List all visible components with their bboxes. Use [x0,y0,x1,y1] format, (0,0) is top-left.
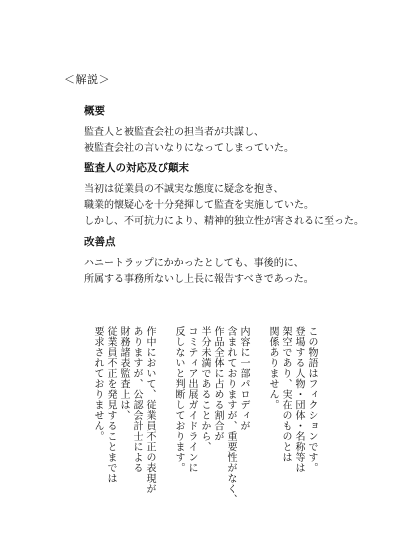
section-improvements [84,234,314,288]
section-line: 監査人と被監査会社の担当者が共謀し、 [84,127,264,138]
section-auditor-response [84,160,364,230]
disclaimer-column: コミティア出展ガイドラインに [186,326,197,473]
disclaimer-column: 要求されておりません。 [92,326,103,442]
disclaimer-column: 内容に一部パロディが [238,326,249,431]
disclaimer-column: 架空であり、実在のものとは [280,326,291,463]
disclaimer-column: 登場する人物・団体・名称等は [293,326,304,473]
section-title: 概要 [84,105,105,117]
disclaimer-column: 作中において、従業員不正の表現が [144,326,155,494]
commentary-heading: ＜解説＞ [64,73,110,86]
disclaimer-column: 半分未満であることから、 [199,326,210,452]
disclaimer-column: 関係ありません。 [267,326,278,410]
disclaimer-column: 作品全体に占める割合が [212,326,223,442]
disclaimer-column: 反しないと判断しております。 [173,326,184,473]
section-overview [84,103,294,157]
section-line: しかし、不可抗力により、精神的独立性が害されるに至った。 [84,216,364,227]
section-line: 所属する事務所ないし上長に報告すべきであった。 [84,274,314,285]
disclaimer-column: 従業員不正を発見することまでは [105,326,116,484]
section-line: 職業的懐疑心を十分発揮して監査を実施していた。 [84,200,314,211]
section-line: 被監査会社の言いなりになってしまっていた。 [84,143,294,154]
disclaimer-column: ありますが、公認会計士による [131,326,142,473]
section-line: ハニートラップにかかったとしても、事後的に、 [84,258,304,269]
disclaimer-column: 含まれておりますが、重要性がなく、 [225,326,236,505]
section-title: 改善点 [84,236,116,248]
disclaimer-column: 財務諸表監査上は、 [118,326,129,421]
section-line: 当初は従業員の不誠実な態度に疑念を抱き、 [84,184,284,195]
section-title: 監査人の対応及び顛末 [84,162,189,174]
disclaimer-column: この物語はフィクションです。 [306,326,317,473]
